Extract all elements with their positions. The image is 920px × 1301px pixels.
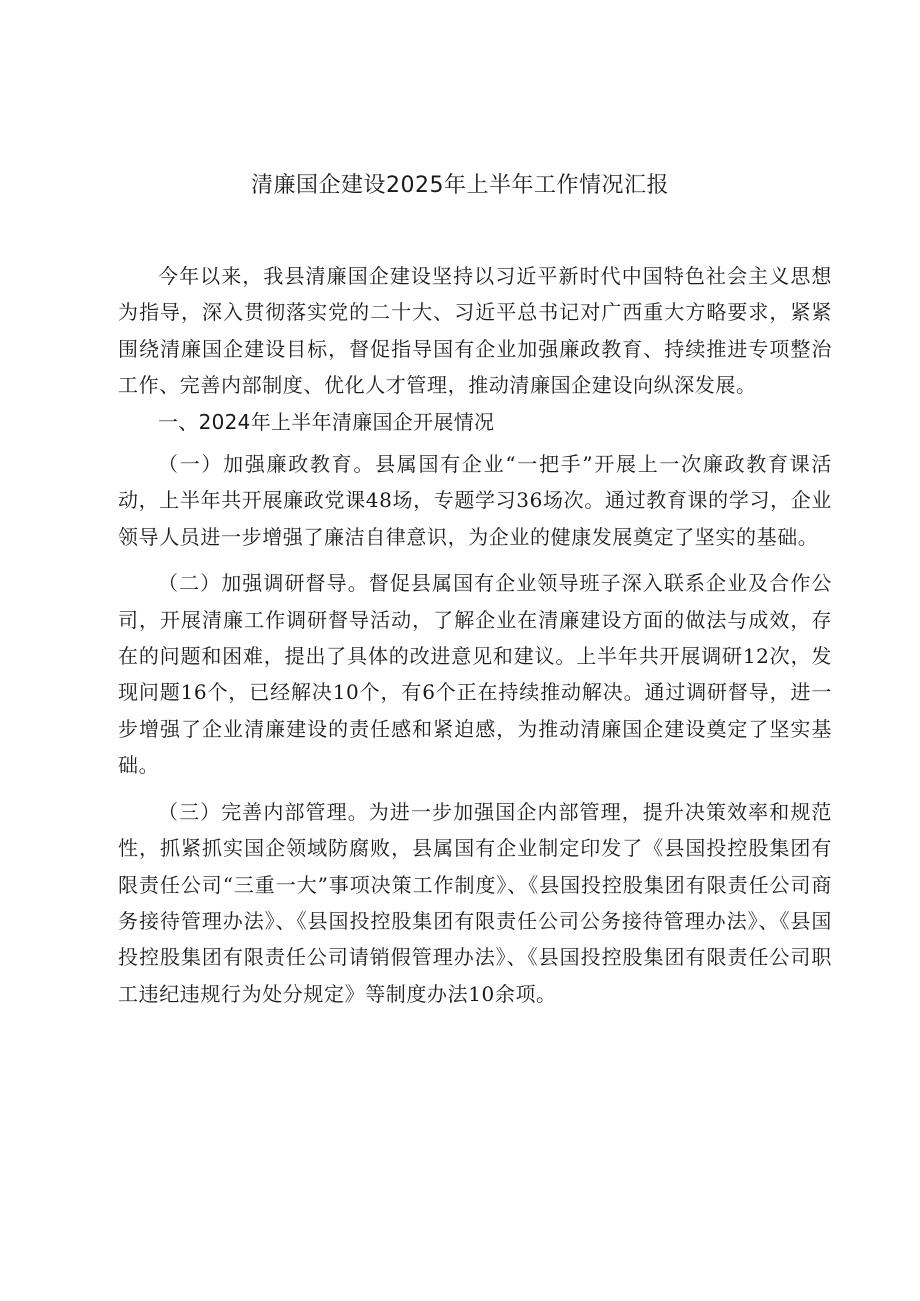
intro-paragraph: 今年以来，我县清廉国企建设坚持以习近平新时代中国特色社会主义思想为指导，深入贯彻落实党的二十大、习近平总书记对广西重大方略要求，紧紧围绕清廉国企建设目标，督促指导国有企业加强廉政教育、持续推进专项整治工作、完善内部制度、优化人才管理，推动清廉国企建设向纵深发展。	[118, 264, 832, 398]
section-heading-1: 一、2024年上半年清廉国企开展情况	[158, 409, 495, 434]
item-paragraph-1: （一）加强廉政教育。县属国有企业“一把手”开展上一次廉政教育课活动，上半年共开展廉政党课48场，专题学习36场次。通过教育课的学习，企业领导人员进一步增强了廉洁自律意识，为企业的健康发展奠定了坚实的基础。	[118, 452, 832, 549]
item-paragraph-2: （二）加强调研督导。督促县属国有企业领导班子深入联系企业及合作公司，开展清廉工作调研督导活动，了解企业在清廉建设方面的做法与成效，存在的问题和困难，提出了具体的改进意见和建议。上半年共开展调研12次，发现问题16个，已经解决10个，有6个正在持续推动解决。通过调研督导，进一步增强了企业清廉建设的责任感和紧迫感，为推动清廉国企建设奠定了坚实基础。	[118, 571, 832, 778]
spacer	[118, 784, 832, 794]
document-body	[118, 258, 832, 1012]
document-title: 清廉国企建设2025年上半年工作情况汇报	[251, 173, 669, 198]
spacer	[118, 555, 832, 565]
item-paragraph-3: （三）完善内部管理。为进一步加强国企内部管理，提升决策效率和规范性，抓紧抓实国企领域防腐败，县属国有企业制定印发了《县国投控股集团有限责任公司“三重一大”事项决策工作制度》、《县国投控股集团有限责任公司商务接待管理办法》、《县国投控股集团有限责任公司公务接待管理办法》、《县国投控股集团有限责任公司请销假管理办法》、《县国投控股集团有限责任公司职工违纪违规行为处分规定》等制度办法10余项。	[118, 799, 832, 1006]
